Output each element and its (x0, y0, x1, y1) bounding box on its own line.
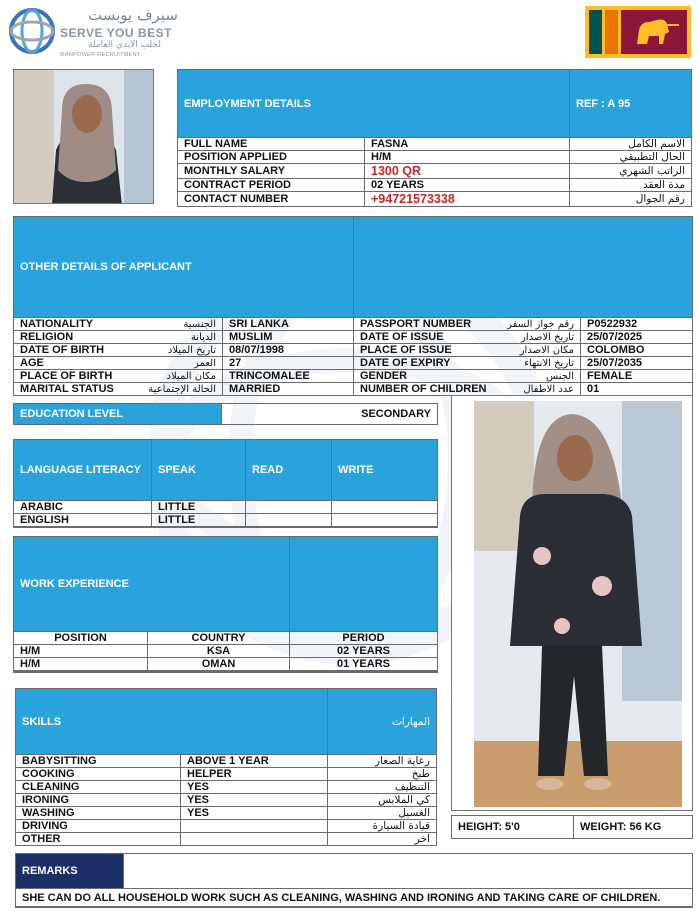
work-period: 01 YEARS (290, 658, 438, 671)
skill-arabic-label: طبخ (328, 768, 437, 781)
place-of-birth-arabic-label: مكان الميلاد (166, 370, 216, 382)
full-body-figure (452, 396, 693, 811)
employment-details-header: EMPLOYMENT DETAILS (178, 70, 570, 138)
contact-number-arabic-label: رقم الجوال (570, 192, 692, 207)
applicant-portrait-photo (13, 69, 154, 204)
skill-label: COOKING (16, 768, 181, 781)
physical-details-table (451, 815, 693, 839)
skill-label: IRONING (16, 794, 181, 807)
applicant-full-body-photo (451, 395, 693, 811)
full-name-arabic-label: الاسم الكامل (570, 138, 692, 151)
read-header: READ (246, 440, 332, 501)
position-applied-value: H/M (365, 151, 570, 164)
skill-arabic-label: التنظيف (328, 781, 437, 794)
education-level-header: EDUCATION LEVEL (14, 404, 222, 425)
education-level-table (13, 403, 438, 425)
lion-emblem-icon (621, 10, 687, 54)
contract-period-arabic-label: مدة العقد (570, 179, 692, 192)
place-of-issue-value: COLOMBO (581, 344, 693, 357)
religion-arabic-label: الديانة (190, 331, 216, 343)
remarks-text: SHE CAN DO ALL HOUSEHOLD WORK SUCH AS CLEANING, WASHING AND IRONING AND TAKING CARE OF CHILDREN. (16, 889, 693, 907)
skill-label: BABYSITTING (16, 755, 181, 768)
place-of-issue-label: PLACE OF ISSUE (360, 344, 452, 356)
contract-period-value: 02 YEARS (365, 179, 570, 192)
place-of-birth-label: PLACE OF BIRTH (20, 370, 113, 382)
skill-value: HELPER (181, 768, 328, 781)
contact-number-value: +94721573338 (365, 192, 570, 207)
date-of-issue-label: DATE OF ISSUE (360, 331, 444, 343)
marital-status-value: MARRIED (223, 383, 354, 396)
skill-label: CLEANING (16, 781, 181, 794)
language-name: ARABIC (14, 501, 152, 514)
language-empty-cell (152, 527, 246, 528)
speak-header: SPEAK (152, 440, 246, 501)
skill-value (181, 833, 328, 846)
language-empty-cell (246, 527, 332, 528)
number-of-children-arabic-label: عدد الاطفال (523, 383, 574, 395)
language-write-level (332, 501, 438, 514)
work-period: 02 YEARS (290, 645, 438, 658)
date-of-expiry-label: DATE OF EXPIRY (360, 357, 451, 369)
contract-period-label: CONTRACT PERIOD (178, 179, 365, 192)
work-empty-cell (14, 672, 148, 673)
nationality-value: SRI LANKA (223, 318, 354, 331)
logo-tagline-english: MANPOWER RECRUITMENT (60, 52, 141, 58)
sri-lanka-flag (585, 6, 691, 58)
date-of-expiry-value: 25/07/2035 (581, 357, 693, 370)
skill-value (181, 820, 328, 833)
nationality-label: NATIONALITY (20, 318, 94, 330)
passport-number-value: P0522932 (581, 318, 693, 331)
work-experience-header-right (290, 537, 438, 632)
language-read-level (246, 501, 332, 514)
work-position: H/M (14, 645, 148, 658)
date-of-expiry-arabic-label: تاريخ الانتهاء (524, 357, 574, 369)
skill-arabic-label: قيادة السيارة (328, 820, 437, 833)
education-level-value: SECONDARY (222, 404, 438, 425)
employment-details-table (177, 69, 692, 207)
globe-logo-icon (8, 6, 56, 56)
position-applied-label: POSITION APPLIED (178, 151, 365, 164)
language-literacy-table (13, 439, 438, 528)
skill-label: DRIVING (16, 820, 181, 833)
number-of-children-value: 01 (581, 383, 693, 396)
date-of-issue-value: 25/07/2025 (581, 331, 693, 344)
monthly-salary-value: 1300 QR (365, 164, 570, 179)
language-speak-level: LITTLE (152, 501, 246, 514)
other-details-table (13, 216, 693, 396)
remarks-empty-row (16, 907, 693, 908)
passport-number-arabic-label: رقم جواز السفر (507, 318, 574, 330)
weight-value: WEIGHT: 56 KG (574, 816, 693, 839)
remarks-header: REMARKS (16, 854, 124, 889)
monthly-salary-label: MONTHLY SALARY (178, 164, 365, 179)
logo-english-name: SERVE YOU BEST (60, 26, 172, 40)
full-name-value: FASNA (365, 138, 570, 151)
portrait-figure (14, 70, 154, 204)
skill-value: YES (181, 781, 328, 794)
date-of-birth-value: 08/07/1998 (223, 344, 354, 357)
language-speak-level: LITTLE (152, 514, 246, 527)
remarks-table (15, 853, 693, 908)
work-country: KSA (148, 645, 290, 658)
skill-arabic-label: رعاية الصغار (328, 755, 437, 768)
work-position: H/M (14, 658, 148, 671)
age-arabic-label: العمر (194, 357, 216, 369)
work-empty-cell (290, 672, 438, 673)
other-details-header: OTHER DETAILS OF APPLICANT (14, 217, 354, 318)
religion-label: RELIGION (20, 331, 74, 343)
period-column-header: PERIOD (290, 632, 438, 645)
place-of-birth-value: TRINCOMALEE (223, 370, 354, 383)
contact-number-label: CONTACT NUMBER (178, 192, 365, 207)
full-name-label: FULL NAME (178, 138, 365, 151)
skill-arabic-label: اخر (328, 833, 437, 846)
skill-value: YES (181, 794, 328, 807)
skills-table (15, 688, 437, 846)
age-value: 27 (223, 357, 354, 370)
skill-arabic-label: الغسيل (328, 807, 437, 820)
place-of-issue-arabic-label: مكان الاصدار (519, 344, 574, 356)
work-country: OMAN (148, 658, 290, 671)
logo-tagline-arabic: لجلب الايدي العاملة (88, 40, 161, 50)
nationality-arabic-label: الجنسية (183, 318, 216, 330)
date-of-birth-arabic-label: تاريخ الميلاد (167, 344, 216, 356)
language-write-level (332, 514, 438, 527)
passport-number-label: PASSPORT NUMBER (360, 318, 472, 330)
skills-header: SKILLS (16, 689, 328, 755)
work-experience-header: WORK EXPERIENCE (14, 537, 290, 632)
skill-label: OTHER (16, 833, 181, 846)
date-of-issue-arabic-label: تاريخ الاصدار (521, 331, 574, 343)
gender-value: FEMALE (581, 370, 693, 383)
skill-arabic-label: كي الملابس (328, 794, 437, 807)
skill-label: WASHING (16, 807, 181, 820)
skill-value: YES (181, 807, 328, 820)
number-of-children-label: NUMBER OF CHILDREN (360, 383, 487, 395)
marital-status-arabic-label: الحالة الإجتماعية (148, 383, 216, 395)
country-column-header: COUNTRY (148, 632, 290, 645)
age-label: AGE (20, 357, 44, 369)
language-name: ENGLISH (14, 514, 152, 527)
position-applied-arabic-label: الحال التطبيقي (570, 151, 692, 164)
marital-status-label: MARITAL STATUS (20, 383, 114, 395)
reference-number: REF : A 95 (570, 70, 692, 138)
skills-arabic-header: المهارات (328, 689, 437, 755)
language-literacy-header: LANGUAGE LITERACY (14, 440, 152, 501)
write-header: WRITE (332, 440, 438, 501)
language-read-level (246, 514, 332, 527)
company-logo (8, 6, 208, 60)
gender-label: GENDER (360, 370, 408, 382)
work-experience-table (13, 536, 438, 673)
position-column-header: POSITION (14, 632, 148, 645)
religion-value: MUSLIM (223, 331, 354, 344)
language-empty-cell (332, 527, 438, 528)
language-empty-cell (14, 527, 152, 528)
gender-arabic-label: الجنس (545, 370, 574, 382)
logo-arabic-name: سيرف يوبست (88, 6, 178, 24)
other-details-header-right (354, 217, 693, 318)
monthly-salary-arabic-label: الراتب الشهري (570, 164, 692, 179)
skill-value: ABOVE 1 YEAR (181, 755, 328, 768)
work-empty-cell (148, 672, 290, 673)
height-value: HEIGHT: 5'0 (452, 816, 574, 839)
date-of-birth-label: DATE OF BIRTH (20, 344, 105, 356)
remarks-header-filler (124, 854, 693, 889)
